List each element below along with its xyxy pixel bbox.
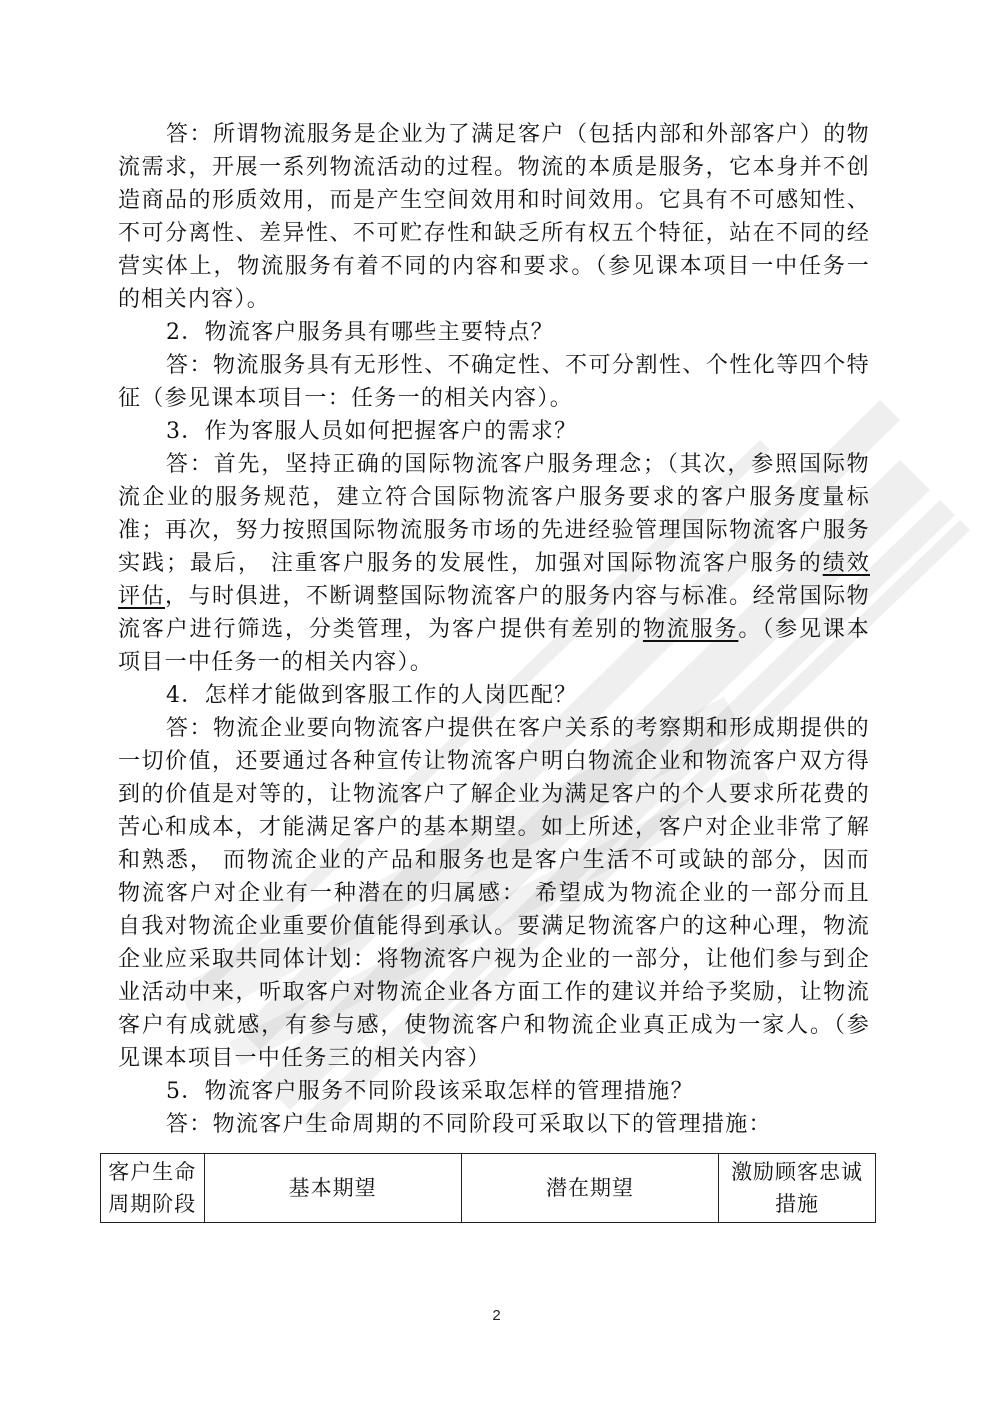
table-header-cell: 激励顾客忠诚措施 xyxy=(719,1154,876,1223)
link-performance-evaluation[interactable]: 绩效评估 xyxy=(118,551,870,609)
answer-5-paragraph: 答：物流客户生命周期的不同阶段可采取以下的管理措施： xyxy=(166,1112,772,1137)
table-header-cell: 客户生命周期阶段 xyxy=(101,1154,205,1223)
answer-3-text-a: 答：首先，坚持正确的国际物流客户服务理念；（其次，参照国际物流企业的服务规范，建立符合国际物流客户服务要求的客户服务度量标准；再次，努力按照国际物流服务市场的先进经验管理国际物流客户服务实践；最后， 注重客户服务的发展性，加强对国际物流客户服务的 xyxy=(118,452,870,576)
answer-3-text-c: 。（参见课本项目一中任务一的相关内容）。 xyxy=(118,617,870,675)
table-header-cell: 基本期望 xyxy=(204,1154,461,1223)
answer-3-paragraph xyxy=(118,448,870,679)
link-logistics-service[interactable]: 物流服务 xyxy=(642,617,739,642)
document-body xyxy=(118,118,870,1141)
table-header-row xyxy=(101,1154,876,1223)
question-3: 3．作为客服人员如何把握客户的需求？ xyxy=(166,419,578,444)
answer-3-text-b: ，与时俱进，不断调整国际物流客户的服务内容与标准。经常国际物流客户进行筛选，分类管理，为客户提供有差别的 xyxy=(118,584,870,642)
question-2: 2．物流客户服务具有哪些主要特点？ xyxy=(166,320,555,345)
answer-4-paragraph: 答：物流企业要向物流客户提供在客户关系的考察期和形成期提供的一切价值，还要通过各种宣传让物流客户明白物流企业和物流客户双方得到的价值是对等的，让物流客户了解企业为满足客户的个人要求所花费的苦心和成本，才能满足客户的基本期望。如上所述，客户对企业非常了解和熟悉， 而物流企业的产品和服务也是客户生活不可或缺的部分，因而物流客户对企业有一种潜在的归属感： 希望成为物流企业的一部分而且自我对物流企业重要价值能得到承认。要满足物流客户的这种心理，物流企业应采取共同体计划：将物流客户视为企业的一部分，让他们参与到企业活动中来，听取客户对物流企业各方面工作的建议并给予奖励，让物流客户有成就感，有参与感，使物流客户和物流企业真正成为一家人。（参见课本项目一中任务三的相关内容） xyxy=(118,716,870,1071)
page-number: 2 xyxy=(492,1307,501,1324)
answer-2-paragraph: 答：物流服务具有无形性、不确定性、不可分割性、个性化等四个特征（参见课本项目一：任务一的相关内容）。 xyxy=(118,353,870,411)
table-header-cell: 潜在期望 xyxy=(461,1154,718,1223)
question-5: 5．物流客户服务不同阶段该采取怎样的管理措施？ xyxy=(166,1079,694,1104)
lifecycle-measures-table xyxy=(100,1153,876,1223)
question-4: 4．怎样才能做到客服工作的人岗匹配？ xyxy=(166,683,578,708)
answer-1-paragraph: 答：所谓物流服务是企业为了满足客户（包括内部和外部客户）的物流需求，开展一系列物流活动的过程。物流的本质是服务，它本身并不创造商品的形质效用，而是产生空间效用和时间效用。它具有不可感知性、不可分离性、差异性、不可贮存性和缺乏所有权五个特征，站在不同的经营实体上，物流服务有着不同的内容和要求。（参见课本项目一中任务一的相关内容）。 xyxy=(118,122,870,312)
